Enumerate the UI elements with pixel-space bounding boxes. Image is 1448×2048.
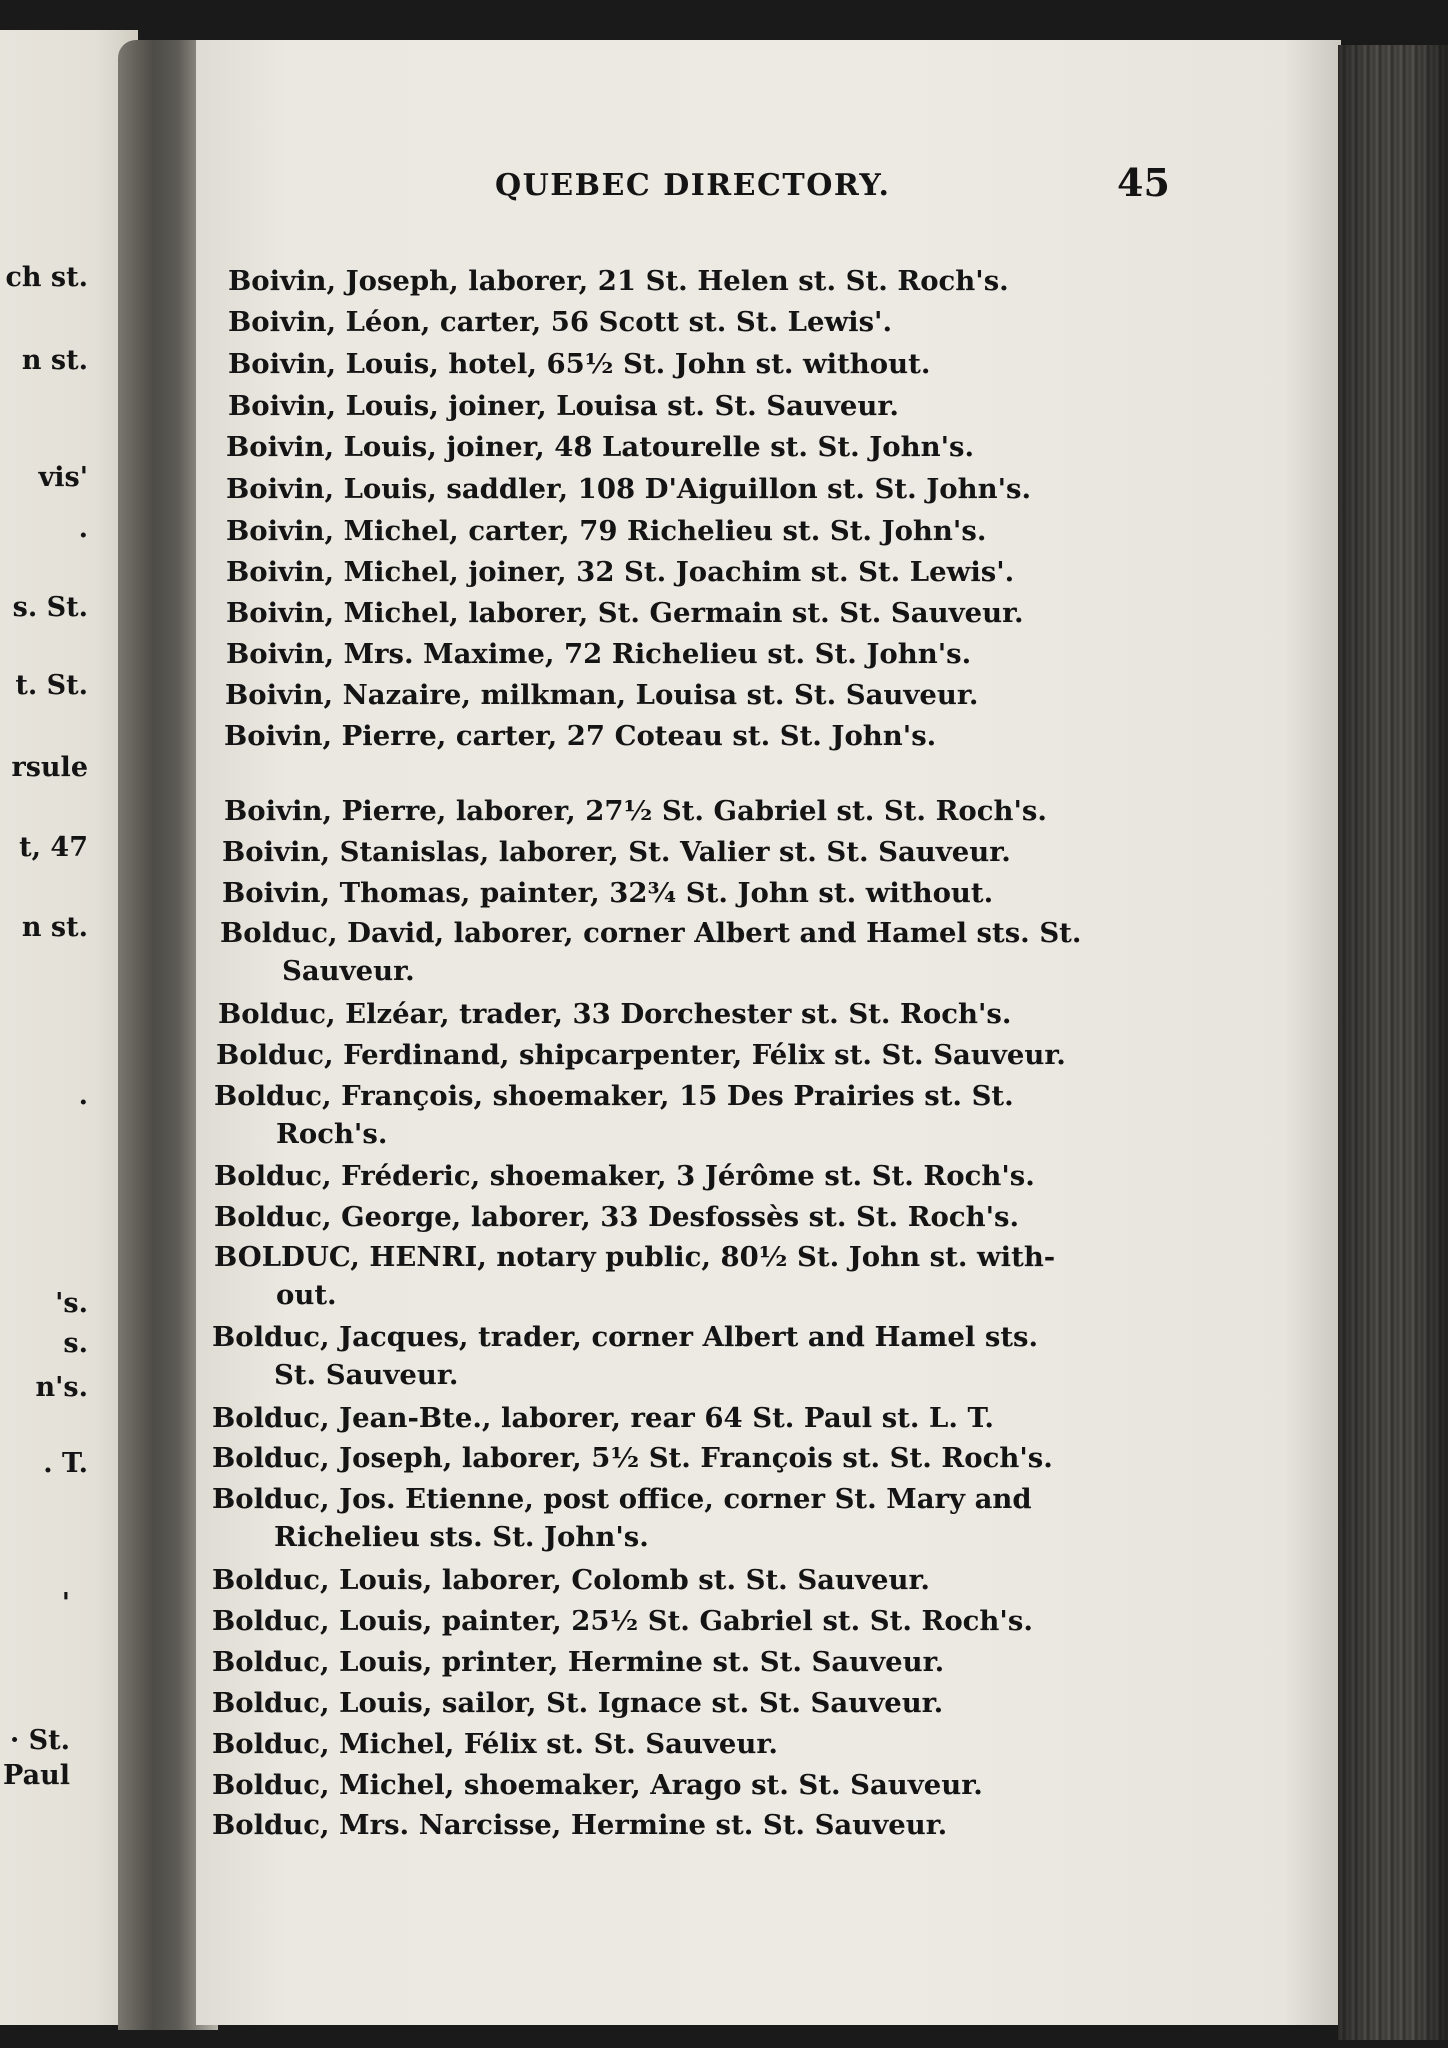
- directory-entry: [224, 792, 1047, 830]
- directory-entry: [214, 1198, 1019, 1236]
- entry-text: Bolduc, Louis, printer, Hermine st. St. Sauveur.: [212, 1646, 945, 1678]
- book-edge-shadow: [1338, 45, 1448, 2040]
- directory-entry: [226, 470, 1031, 508]
- entry-text: Boivin, Louis, hotel, 65½ St. John st. without.: [228, 348, 931, 380]
- directory-entry: [228, 262, 1009, 300]
- entry-text: Boivin, Joseph, laborer, 21 St. Helen st. St. Roch's.: [228, 265, 1009, 297]
- previous-page-fragment: rsule: [11, 752, 88, 783]
- directory-entry: [228, 387, 899, 425]
- previous-page-fragment: vis': [38, 462, 88, 493]
- entry-continuation-text: Sauveur.: [282, 955, 415, 987]
- directory-entry: [212, 1725, 778, 1763]
- previous-page-fragment: 's.: [55, 1288, 88, 1319]
- directory-entry: [212, 1602, 1033, 1640]
- directory-entry: [212, 1439, 1053, 1477]
- previous-page-fragment: ch st.: [5, 262, 88, 293]
- directory-entry: [220, 914, 1081, 990]
- directory-entry: [212, 1643, 944, 1681]
- directory-entry: [226, 553, 1014, 591]
- directory-entry: [212, 1318, 1038, 1394]
- page-header-title: QUEBEC DIRECTORY.: [495, 168, 891, 203]
- directory-entry: [224, 717, 936, 755]
- directory-entry: [216, 1036, 1066, 1074]
- entry-text: Bolduc, François, shoemaker, 15 Des Prairies st. St.: [214, 1080, 1014, 1112]
- entry-text: Bolduc, Jean-Bte., laborer, rear 64 St. Paul st. L. T.: [212, 1402, 995, 1434]
- directory-entry: [225, 676, 978, 714]
- previous-page-fragment: · St.: [9, 1725, 70, 1756]
- directory-entry: [212, 1806, 947, 1844]
- entry-text: Boivin, Léon, carter, 56 Scott st. St. Lewis'.: [228, 306, 893, 338]
- directory-entry: [212, 1480, 1032, 1556]
- entry-text: Bolduc, Elzéar, trader, 33 Dorchester st. St. Roch's.: [218, 998, 1012, 1030]
- directory-entry: [222, 833, 1011, 871]
- entry-text: Bolduc, David, laborer, corner Albert and Hamel sts. St.: [220, 917, 1082, 949]
- entry-continuation-text: St. Sauveur.: [274, 1359, 459, 1391]
- entry-text: BOLDUC, HENRI, notary public, 80½ St. John st. with-: [214, 1241, 1056, 1273]
- entry-text: Boivin, Louis, joiner, 48 Latourelle st. St. John's.: [226, 431, 975, 463]
- entry-continuation-text: Roch's.: [276, 1118, 388, 1150]
- entry-text: Bolduc, Fréderic, shoemaker, 3 Jérôme st. St. Roch's.: [214, 1160, 1035, 1192]
- entry-text: Boivin, Michel, carter, 79 Richelieu st. St. John's.: [226, 515, 987, 547]
- directory-entry: [212, 1766, 983, 1804]
- entry-text: Bolduc, Louis, painter, 25½ St. Gabriel st. St. Roch's.: [212, 1605, 1033, 1637]
- entry-text: Bolduc, Ferdinand, shipcarpenter, Félix st. St. Sauveur.: [216, 1039, 1066, 1071]
- entry-text: Bolduc, Michel, Félix st. St. Sauveur.: [212, 1728, 778, 1760]
- entry-text: Bolduc, Joseph, laborer, 5½ St. François st. St. Roch's.: [212, 1442, 1053, 1474]
- directory-entry: [226, 594, 1024, 632]
- directory-entry: [212, 1684, 943, 1722]
- directory-entry: [228, 303, 892, 341]
- entry-text: Boivin, Michel, laborer, St. Germain st. St. Sauveur.: [226, 597, 1024, 629]
- previous-page-fragment: n st.: [21, 912, 88, 943]
- entry-text: Bolduc, Jacques, trader, corner Albert and Hamel sts.: [212, 1321, 1039, 1353]
- directory-entry: [228, 345, 930, 383]
- previous-page-fragment: .: [78, 1080, 88, 1111]
- entry-text: Bolduc, Louis, laborer, Colomb st. St. Sauveur.: [212, 1564, 930, 1596]
- entry-text: Bolduc, Michel, shoemaker, Arago st. St. Sauveur.: [212, 1769, 983, 1801]
- previous-page-fragment: .: [78, 513, 88, 544]
- directory-entry: [226, 428, 974, 466]
- previous-page-fragment: t. St.: [15, 670, 88, 701]
- entry-text: Bolduc, George, laborer, 33 Desfossès st. St. Roch's.: [214, 1201, 1020, 1233]
- directory-entry: [212, 1399, 994, 1437]
- previous-page-fragment: s. St.: [12, 592, 88, 623]
- entry-text: Boivin, Louis, saddler, 108 D'Aiguillon st. St. John's.: [226, 473, 1032, 505]
- previous-page-fragment: n st.: [21, 345, 88, 376]
- directory-entry: [214, 1238, 1055, 1314]
- directory-entry: [212, 1561, 930, 1599]
- entry-text: Boivin, Mrs. Maxime, 72 Richelieu st. St. John's.: [226, 638, 972, 670]
- previous-page-fragment: . T.: [43, 1448, 88, 1479]
- entry-text: Boivin, Michel, joiner, 32 St. Joachim st. St. Lewis'.: [226, 556, 1015, 588]
- entry-text: Bolduc, Mrs. Narcisse, Hermine st. St. Sauveur.: [212, 1809, 948, 1841]
- previous-page-fragment: s.: [63, 1328, 88, 1359]
- directory-entry: [226, 635, 971, 673]
- directory-entry: [214, 1157, 1035, 1195]
- entry-text: Boivin, Pierre, laborer, 27½ St. Gabriel st. St. Roch's.: [224, 795, 1047, 827]
- previous-page-fragment: ': [61, 1588, 70, 1619]
- directory-entry: [214, 1077, 1014, 1153]
- entry-text: Boivin, Stanislas, laborer, St. Valier st. St. Sauveur.: [222, 836, 1011, 868]
- previous-page-fragment: Paul: [3, 1760, 70, 1791]
- directory-entry: [218, 995, 1011, 1033]
- entry-text: Boivin, Louis, joiner, Louisa st. St. Sauveur.: [228, 390, 899, 422]
- entry-continuation-text: Richelieu sts. St. John's.: [274, 1521, 649, 1553]
- page-number: 45: [1117, 160, 1170, 205]
- entry-text: Bolduc, Jos. Etienne, post office, corner St. Mary and: [212, 1483, 1032, 1515]
- entry-text: Bolduc, Louis, sailor, St. Ignace st. St. Sauveur.: [212, 1687, 944, 1719]
- entry-text: Boivin, Thomas, painter, 32¾ St. John st. without.: [222, 877, 994, 909]
- previous-page-fragment: n's.: [35, 1372, 88, 1403]
- previous-page-fragment: t, 47: [19, 832, 88, 863]
- entry-continuation-text: out.: [276, 1279, 337, 1311]
- directory-entry: [226, 512, 986, 550]
- directory-entry: [222, 874, 993, 912]
- entry-text: Boivin, Pierre, carter, 27 Coteau st. St. John's.: [224, 720, 937, 752]
- entry-text: Boivin, Nazaire, milkman, Louisa st. St. Sauveur.: [225, 679, 979, 711]
